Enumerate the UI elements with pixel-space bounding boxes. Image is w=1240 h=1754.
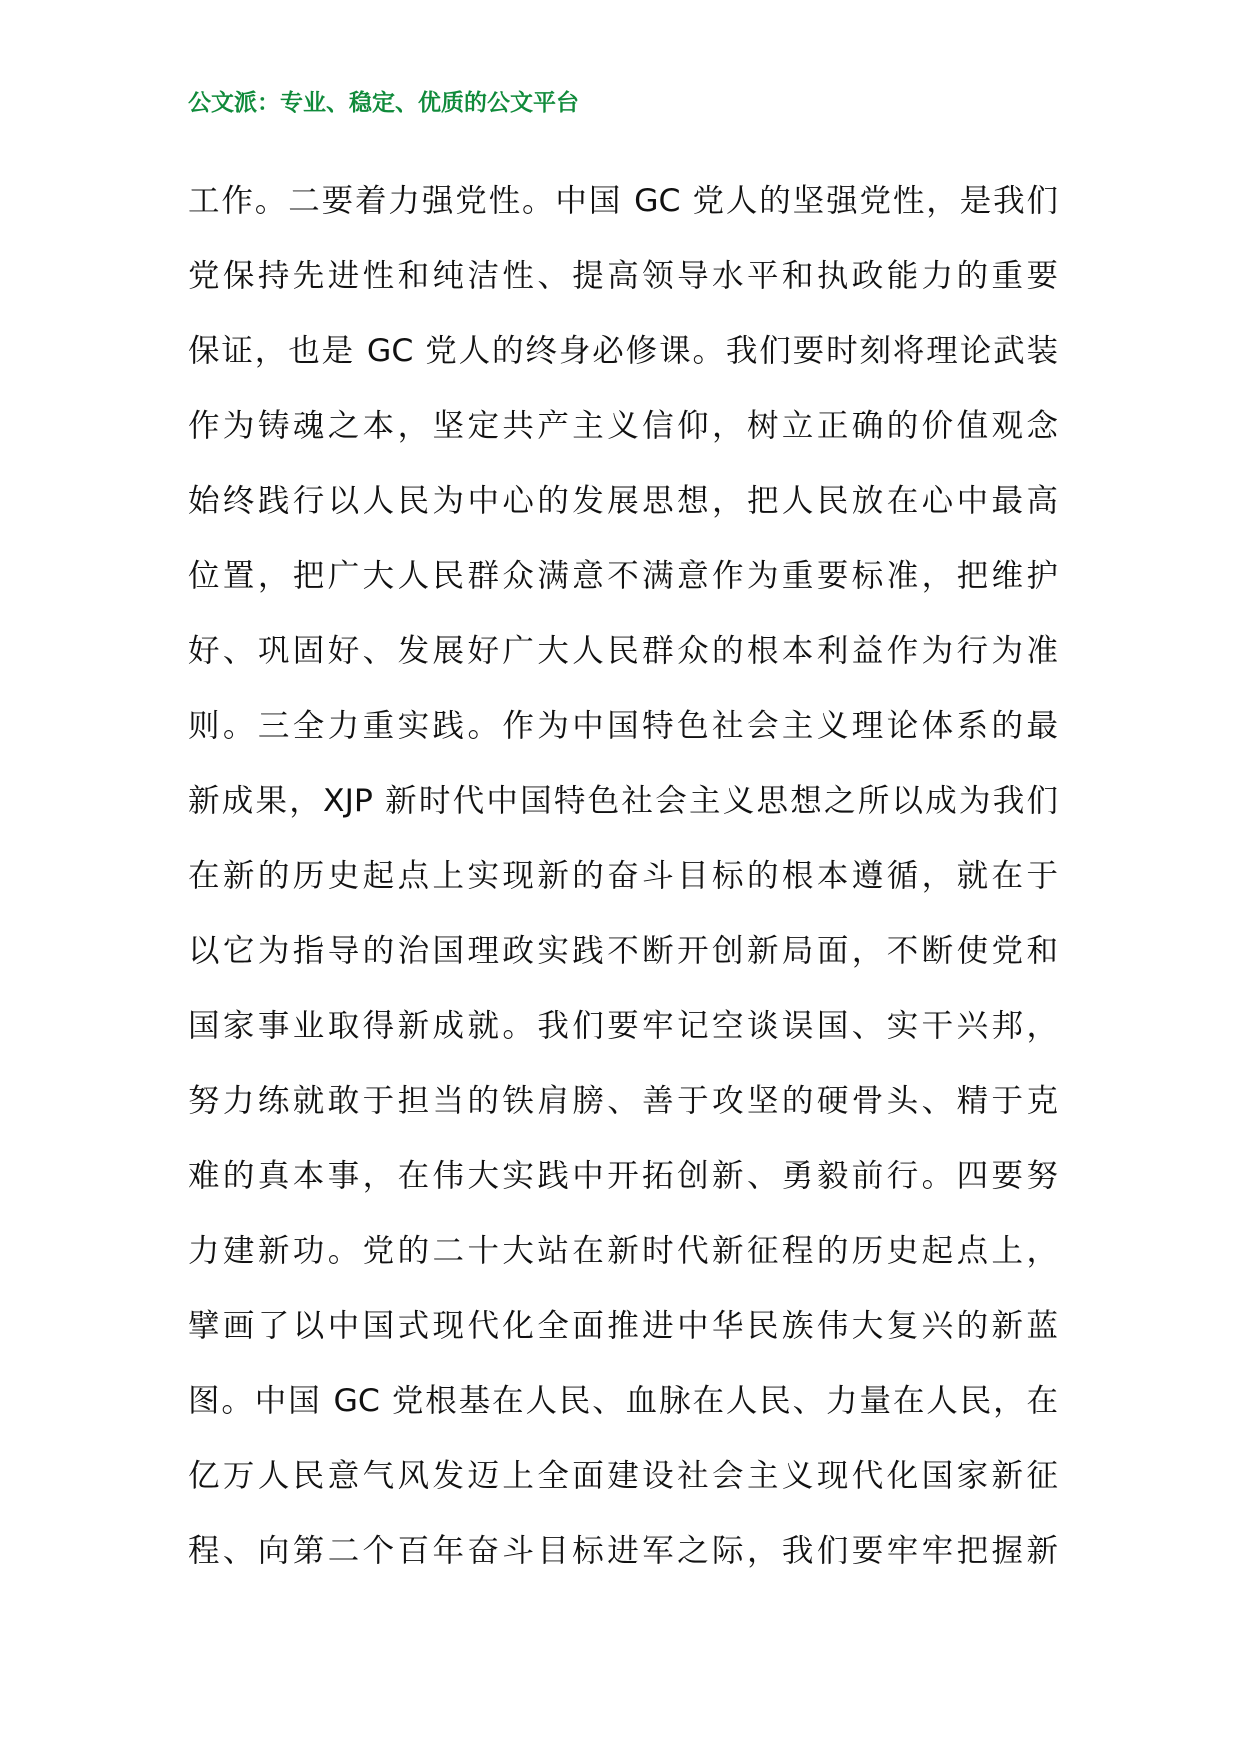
text-line: 则。三全力重实践。作为中国特色社会主义理论体系的最	[188, 708, 1058, 744]
text-line: 擘画了以中国式现代化全面推进中华民族伟大复兴的新蓝	[188, 1308, 1058, 1344]
text-line: 图。中国 GC 党根基在人民、血脉在人民、力量在人民，在	[188, 1383, 1058, 1419]
text-line: 好、巩固好、发展好广大人民群众的根本利益作为行为准	[188, 633, 1058, 669]
text-line: 位置，把广大人民群众满意不满意作为重要标准，把维护	[188, 558, 1058, 594]
text-line: 力建新功。党的二十大站在新时代新征程的历史起点上，	[188, 1233, 1058, 1269]
text-line: 努力练就敢于担当的铁肩膀、善于攻坚的硬骨头、精于克	[188, 1083, 1058, 1119]
text-line: 难的真本事，在伟大实践中开拓创新、勇毅前行。四要努	[188, 1158, 1058, 1194]
text-line: 亿万人民意气风发迈上全面建设社会主义现代化国家新征	[188, 1458, 1058, 1494]
text-line: 新成果，XJP 新时代中国特色社会主义思想之所以成为我们	[188, 783, 1058, 819]
text-line: 作为铸魂之本，坚定共产主义信仰，树立正确的价值观念	[188, 408, 1058, 444]
text-line: 程、向第二个百年奋斗目标进军之际，我们要牢牢把握新	[188, 1533, 1058, 1569]
body-paragraph	[188, 164, 1058, 1589]
text-line: 工作。二要着力强党性。中国 GC 党人的坚强党性，是我们	[188, 183, 1058, 219]
text-line: 在新的历史起点上实现新的奋斗目标的根本遵循，就在于	[188, 858, 1058, 894]
text-line: 国家事业取得新成就。我们要牢记空谈误国、实干兴邦，	[188, 1008, 1058, 1044]
header-slogan: 公文派：专业、稳定、优质的公文平台	[188, 89, 579, 116]
text-line: 以它为指导的治国理政实践不断开创新局面，不断使党和	[188, 933, 1058, 969]
text-line: 始终践行以人民为中心的发展思想，把人民放在心中最高	[188, 483, 1058, 519]
text-line: 党保持先进性和纯洁性、提高领导水平和执政能力的重要	[188, 258, 1058, 294]
text-line: 保证，也是 GC 党人的终身必修课。我们要时刻将理论武装	[188, 333, 1058, 369]
